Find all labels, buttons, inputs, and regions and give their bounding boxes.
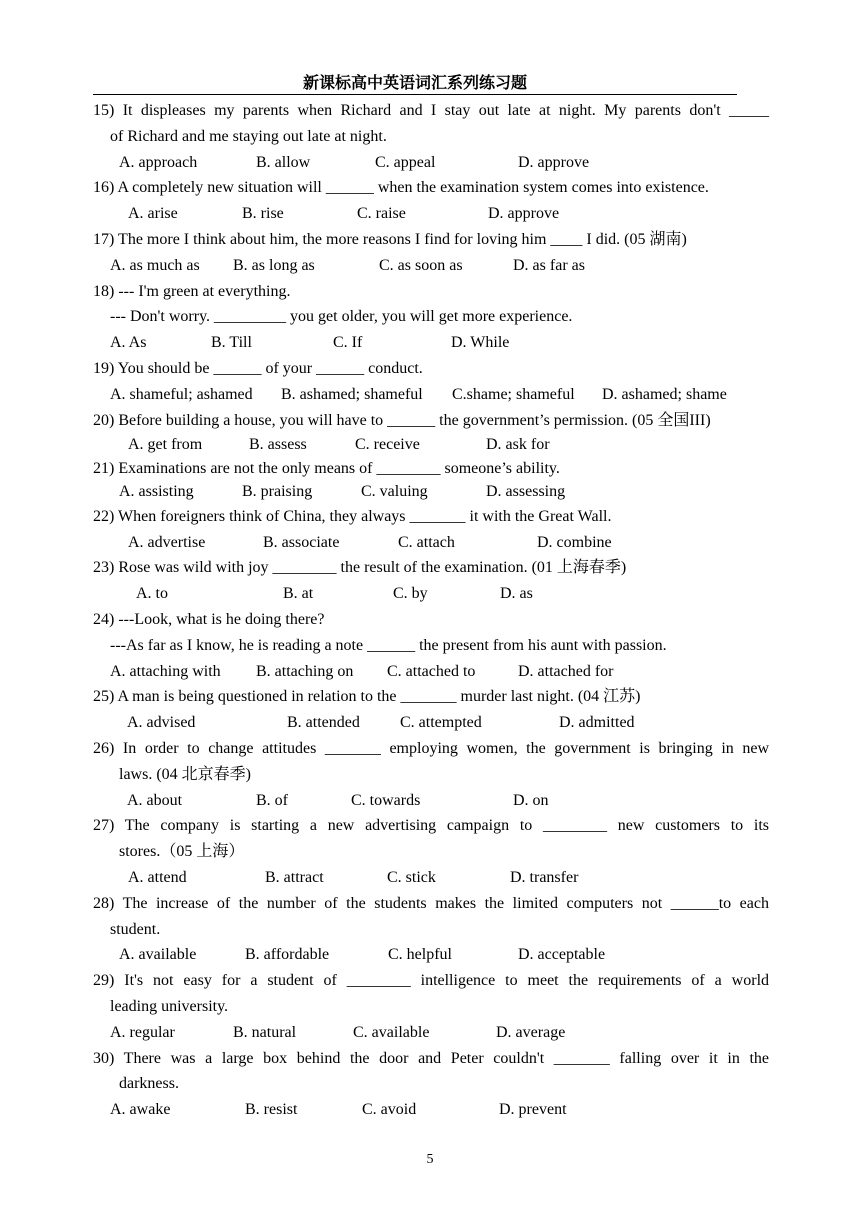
question-text: Before building a house, you will have to ______ the government’s permission. (05 全国III) (118, 411, 711, 429)
option-d[interactable]: D. admitted (559, 714, 635, 732)
question-text: You should be ______ of your ______ conduct. (117, 359, 423, 377)
option-b[interactable]: B. ashamed; shameful (281, 385, 423, 403)
question-text-continued: stores.（05 上海） (119, 843, 245, 861)
option-d[interactable]: D. assessing (486, 483, 566, 501)
option-a[interactable]: A. as much as (110, 256, 200, 274)
question-29 (93, 968, 769, 1045)
option-d[interactable]: D. average (496, 1023, 566, 1041)
answer-options (93, 480, 769, 504)
question-text: A man is being questioned in relation to the _______ murder last night. (04 江苏) (117, 688, 641, 706)
answer-options (93, 659, 769, 685)
option-a[interactable]: A. regular (110, 1023, 175, 1041)
option-b[interactable]: B. allow (256, 153, 311, 171)
question-27 (93, 813, 769, 890)
question-text: The company is starting a new advertising campaign to ________ new customers to its (124, 817, 769, 835)
option-d[interactable]: D. as far as (513, 256, 585, 274)
question-28 (93, 891, 769, 968)
answer-options (93, 201, 769, 227)
question-17 (93, 227, 769, 279)
option-a[interactable]: A. arise (128, 205, 178, 223)
question-list (93, 98, 769, 1123)
option-a[interactable]: A. awake (110, 1101, 171, 1119)
question-24 (93, 607, 769, 684)
option-a[interactable]: A. As (110, 334, 147, 352)
question-number: 24) (93, 611, 115, 629)
option-c[interactable]: C. attach (398, 533, 455, 551)
answer-options (93, 530, 769, 556)
option-a[interactable]: A. assisting (119, 483, 194, 501)
option-c[interactable]: C. avoid (362, 1101, 417, 1119)
option-c[interactable]: C. appeal (375, 153, 436, 171)
question-text-continued: darkness. (119, 1075, 179, 1093)
option-c[interactable]: C. towards (351, 791, 421, 809)
question-number: 22) (93, 507, 115, 525)
option-c[interactable]: C. If (333, 334, 363, 352)
option-d[interactable]: D. combine (537, 533, 612, 551)
page-header-title: 新课标高中英语词汇系列练习题 (302, 73, 527, 92)
question-text: The more I think about him, the more reasons I find for loving him ____ I did. (05 湖南) (118, 230, 687, 248)
question-text-continued: ---As far as I know, he is reading a note ______ the present from his aunt with passion. (110, 636, 667, 654)
question-18 (93, 279, 769, 356)
option-d[interactable]: D. approve (488, 205, 560, 223)
option-c[interactable]: C. stick (387, 869, 436, 887)
option-b[interactable]: B. attended (287, 714, 360, 732)
question-number: 20) (93, 411, 115, 429)
question-30 (93, 1046, 769, 1123)
option-c[interactable]: C. valuing (361, 483, 428, 501)
option-d[interactable]: D. as (500, 585, 533, 603)
question-26 (93, 736, 769, 813)
answer-options (93, 1097, 769, 1123)
option-d[interactable]: D. While (451, 334, 510, 352)
option-b[interactable]: B. attaching on (256, 662, 354, 680)
option-d[interactable]: D. prevent (499, 1101, 567, 1119)
question-number: 21) (93, 459, 115, 477)
option-b[interactable]: B. rise (242, 205, 284, 223)
option-d[interactable]: D. acceptable (518, 946, 606, 964)
option-b[interactable]: B. of (256, 791, 288, 809)
answer-options (93, 865, 769, 891)
option-c[interactable]: C. by (393, 585, 428, 603)
option-a[interactable]: A. attaching with (110, 662, 221, 680)
question-text: It's not easy for a student of ________ intelligence to meet the requirements of a world (124, 972, 770, 990)
option-d[interactable]: D. ask for (486, 436, 550, 454)
option-a[interactable]: A. approach (119, 153, 198, 171)
question-16 (93, 175, 769, 227)
option-c[interactable]: C. available (353, 1023, 430, 1041)
option-b[interactable]: B. natural (233, 1023, 297, 1041)
question-number: 18) (93, 282, 115, 300)
question-number: 28) (93, 894, 115, 912)
answer-options (93, 1020, 769, 1046)
option-c[interactable]: C. attached to (387, 662, 476, 680)
question-text: In order to change attitudes _______ employing women, the government is bringing in new (122, 740, 770, 758)
option-b[interactable]: B. at (283, 585, 314, 603)
question-text: It displeases my parents when Richard and I stay out late at night. My parents don't _____ (122, 102, 770, 119)
answer-options (93, 942, 769, 968)
option-b[interactable]: B. Till (211, 334, 252, 352)
option-a[interactable]: A. available (119, 946, 197, 964)
option-c[interactable]: C. receive (355, 436, 420, 454)
question-text-continued: student. (110, 920, 161, 938)
option-b[interactable]: B. assess (249, 436, 307, 454)
option-b[interactable]: B. affordable (245, 946, 330, 964)
question-text-continued: laws. (04 北京春季) (119, 765, 251, 783)
question-15 (93, 98, 769, 175)
option-c[interactable]: C.shame; shameful (452, 385, 575, 403)
option-a[interactable]: A. advised (127, 714, 196, 732)
option-a[interactable]: A. attend (128, 869, 187, 887)
option-b[interactable]: B. attract (265, 869, 324, 887)
option-b[interactable]: B. resist (245, 1101, 298, 1119)
answer-options (93, 710, 769, 736)
option-a[interactable]: A. to (136, 585, 168, 603)
option-a[interactable]: A. about (127, 791, 183, 809)
option-c[interactable]: C. attempted (400, 714, 482, 732)
question-number: 16) (93, 179, 115, 197)
question-text: ---Look, what is he doing there? (118, 611, 325, 629)
question-number: 30) (93, 1049, 115, 1067)
question-number: 15) (93, 102, 115, 119)
answer-options (93, 253, 769, 279)
option-c[interactable]: C. raise (357, 205, 406, 223)
option-a[interactable]: A. get from (128, 436, 203, 454)
question-text-continued: --- Don't worry. _________ you get older, you will get more experience. (110, 308, 573, 326)
question-text: --- I'm green at everything. (118, 282, 291, 300)
answer-options (93, 581, 769, 607)
question-number: 27) (93, 817, 115, 835)
question-text: Rose was wild with joy ________ the result of the examination. (01 上海春季) (118, 559, 627, 577)
question-19 (93, 356, 769, 408)
question-text: When foreigners think of China, they always _______ it with the Great Wall. (118, 507, 612, 525)
option-d[interactable]: D. transfer (510, 869, 579, 887)
question-21 (93, 457, 769, 504)
question-22 (93, 504, 769, 556)
header-divider (93, 94, 737, 95)
answer-options (93, 788, 769, 814)
answer-options (93, 330, 769, 356)
answer-options (93, 150, 769, 176)
option-b[interactable]: B. as long as (233, 256, 315, 274)
option-d[interactable]: D. on (513, 791, 549, 809)
answer-options (93, 433, 769, 457)
option-d[interactable]: D. ashamed; shame (602, 385, 727, 403)
option-a[interactable]: A. advertise (128, 533, 206, 551)
question-number: 23) (93, 559, 115, 577)
question-text: Examinations are not the only means of ________ someone’s ability. (118, 459, 560, 477)
question-text-continued: leading university. (110, 998, 229, 1015)
question-number: 25) (93, 688, 115, 706)
question-text: A completely new situation will ______ when the examination system comes into existence. (117, 179, 709, 197)
answer-options (93, 382, 769, 408)
option-c[interactable]: C. helpful (388, 946, 452, 964)
option-a[interactable]: A. shameful; ashamed (110, 385, 253, 403)
question-23 (93, 555, 769, 607)
option-b[interactable]: B. associate (263, 533, 340, 551)
question-20 (93, 408, 769, 457)
question-number: 17) (93, 230, 115, 248)
question-text: There was a large box behind the door and Peter couldn't _______ falling over it in the (123, 1049, 769, 1067)
question-text-continued: of Richard and me staying out late at night. (110, 127, 387, 145)
question-text: The increase of the number of the students makes the limited computers not ______to each (122, 894, 769, 912)
option-d[interactable]: D. attached for (518, 662, 614, 680)
question-number: 26) (93, 740, 115, 758)
question-25 (93, 684, 769, 736)
option-c[interactable]: C. as soon as (379, 256, 463, 274)
question-number: 19) (93, 359, 115, 377)
question-number: 29) (93, 972, 115, 990)
option-d[interactable]: D. approve (518, 153, 590, 171)
option-b[interactable]: B. praising (242, 483, 313, 501)
page-number: 5 (426, 1152, 434, 1167)
